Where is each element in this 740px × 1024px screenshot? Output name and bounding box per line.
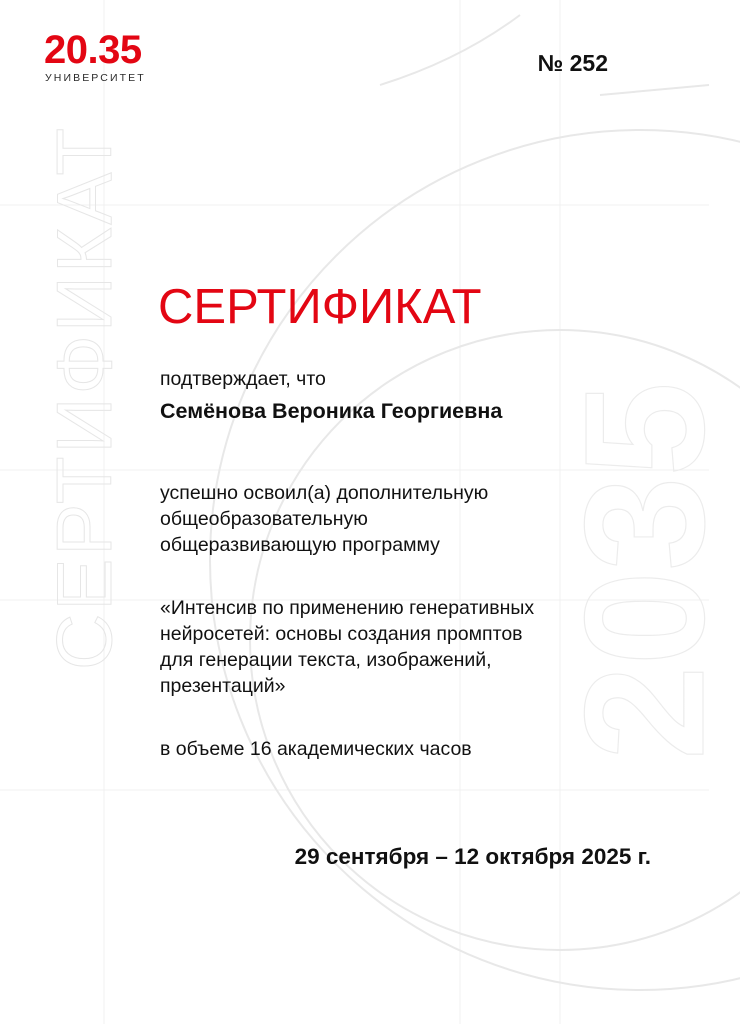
certificate-number: № 252 bbox=[537, 50, 608, 76]
course-dates: 29 сентября – 12 октября 2025 г. bbox=[294, 844, 651, 869]
recipient-name: Семёнова Вероника Георгиевна bbox=[160, 399, 503, 423]
logo-subtitle: УНИВЕРСИТЕТ bbox=[45, 72, 146, 84]
program-name bbox=[160, 595, 534, 699]
certificate-title: СЕРТИФИКАТ bbox=[158, 280, 482, 334]
program-name-line: презентаций» bbox=[160, 675, 286, 697]
confirms-text: подтверждает, что bbox=[160, 368, 326, 390]
university-logo bbox=[44, 30, 146, 84]
program-intro-line: общеразвивающую программу bbox=[160, 534, 440, 556]
program-name-line: нейросетей: основы создания промптов bbox=[160, 623, 523, 645]
program-name-line: для генерации текста, изображений, bbox=[160, 649, 492, 671]
program-name-line: «Интенсив по применению генеративных bbox=[160, 597, 535, 619]
watermark-vertical-text: СЕРТИФИКАТ bbox=[40, 125, 128, 670]
program-intro bbox=[160, 480, 488, 558]
watermark-number: 2035 bbox=[550, 381, 740, 760]
hours-text: в объеме 16 академических часов bbox=[160, 738, 472, 760]
program-intro-line: общеобразовательную bbox=[160, 508, 368, 530]
program-intro-line: успешно освоил(а) дополнительную bbox=[160, 482, 489, 504]
logo-number: 20.35 bbox=[44, 28, 142, 72]
